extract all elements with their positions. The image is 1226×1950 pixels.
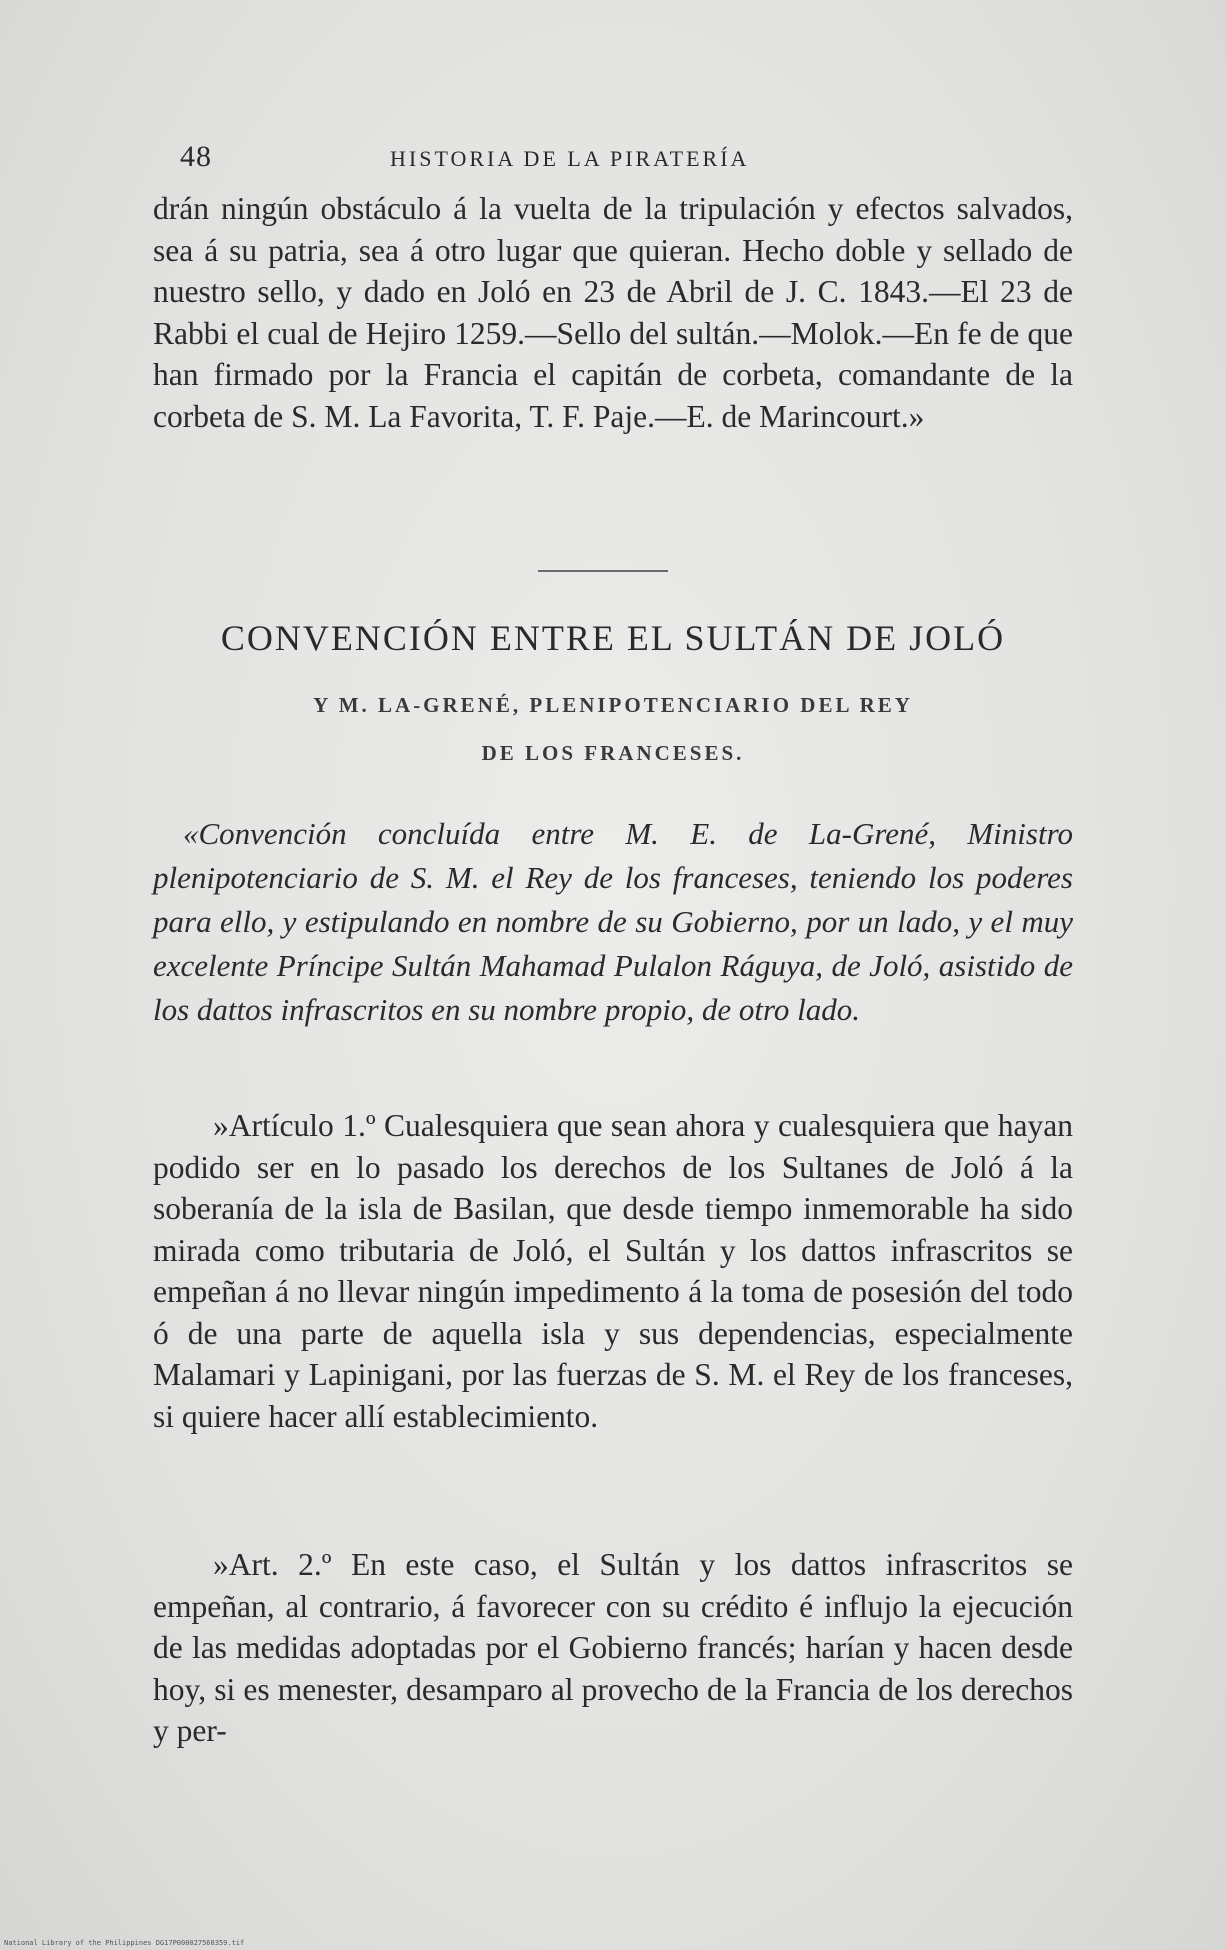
page-number: 48 <box>180 140 212 173</box>
running-title: HISTORIA DE LA PIRATERÍA <box>390 146 750 171</box>
paragraph-article-1: »Artículo 1.º Cualesquiera que sean ahora y cualesquiera que hayan podido ser en lo pasado los derechos de los Sultanes de Joló á la soberanía de la isla de Basilan, que desde tiempo inmemorable ha sido mirada como tributaria de Joló, el Sultán y los dattos infrascritos se empeñan á no llevar ningún impedimento á la toma de posesión del todo ó de una parte de aquella isla y sus dependencias, especialmente Malamari y Lapinigani, por las fuerzas de S. M. el Rey de los franceses, si quiere hacer allí establecimiento. <box>153 1108 1073 1434</box>
section-divider <box>538 570 668 572</box>
section-heading: CONVENCIÓN ENTRE EL SULTÁN DE JOLÓ <box>220 618 1006 658</box>
page-header <box>180 140 1080 180</box>
paragraph-top: drán ningún obstáculo á la vuelta de la tripulación y efectos salvados, sea á su patria, sea á otro lugar que quieran. Hecho doble y sellado de nuestro sello, y dado en Joló en 23 de Abril de J. C. 1843.—El 23 de Rabbi el cual de Hejiro 1259.—Sello del sultán.—Molok.—En fe de que han firmado por la Francia el capitán de corbeta, comandante de la corbeta de S. M. La Favorita, T. F. Paje.—E. de Marincourt.» <box>153 191 1073 434</box>
section-subheading-line2: DE LOS FRANCESES. <box>481 741 745 765</box>
paragraph-preamble: «Convención concluída entre M. E. de La-Grené, Ministro plenipotenciario de S. M. el Rey de los franceses, teniendo los poderes para ello, y estipulando en nombre de su Gobierno, por un lado, y el muy excelente Príncipe Sultán Mahamad Pulalon Ráguya, de Joló, asistido de los dattos infrascritos en su nombre propio, de otro lado. <box>153 816 1073 1027</box>
paragraph-article-2: »Art. 2.º En este caso, el Sultán y los dattos infrascritos se empeñan, al contrario, á favorecer con su crédito é influjo la ejecución de las medidas adoptadas por el Gobierno francés; harían y hacen desde hoy, si es menester, desamparo al provecho de la Francia de los derechos y per- <box>153 1547 1073 1748</box>
scan-credit: National Library of the Philippines DG17P000027560359.tif <box>4 1939 245 1947</box>
section-subheading-line1: Y M. LA-GRENÉ, PLENIPOTENCIARIO DEL REY <box>313 693 913 717</box>
